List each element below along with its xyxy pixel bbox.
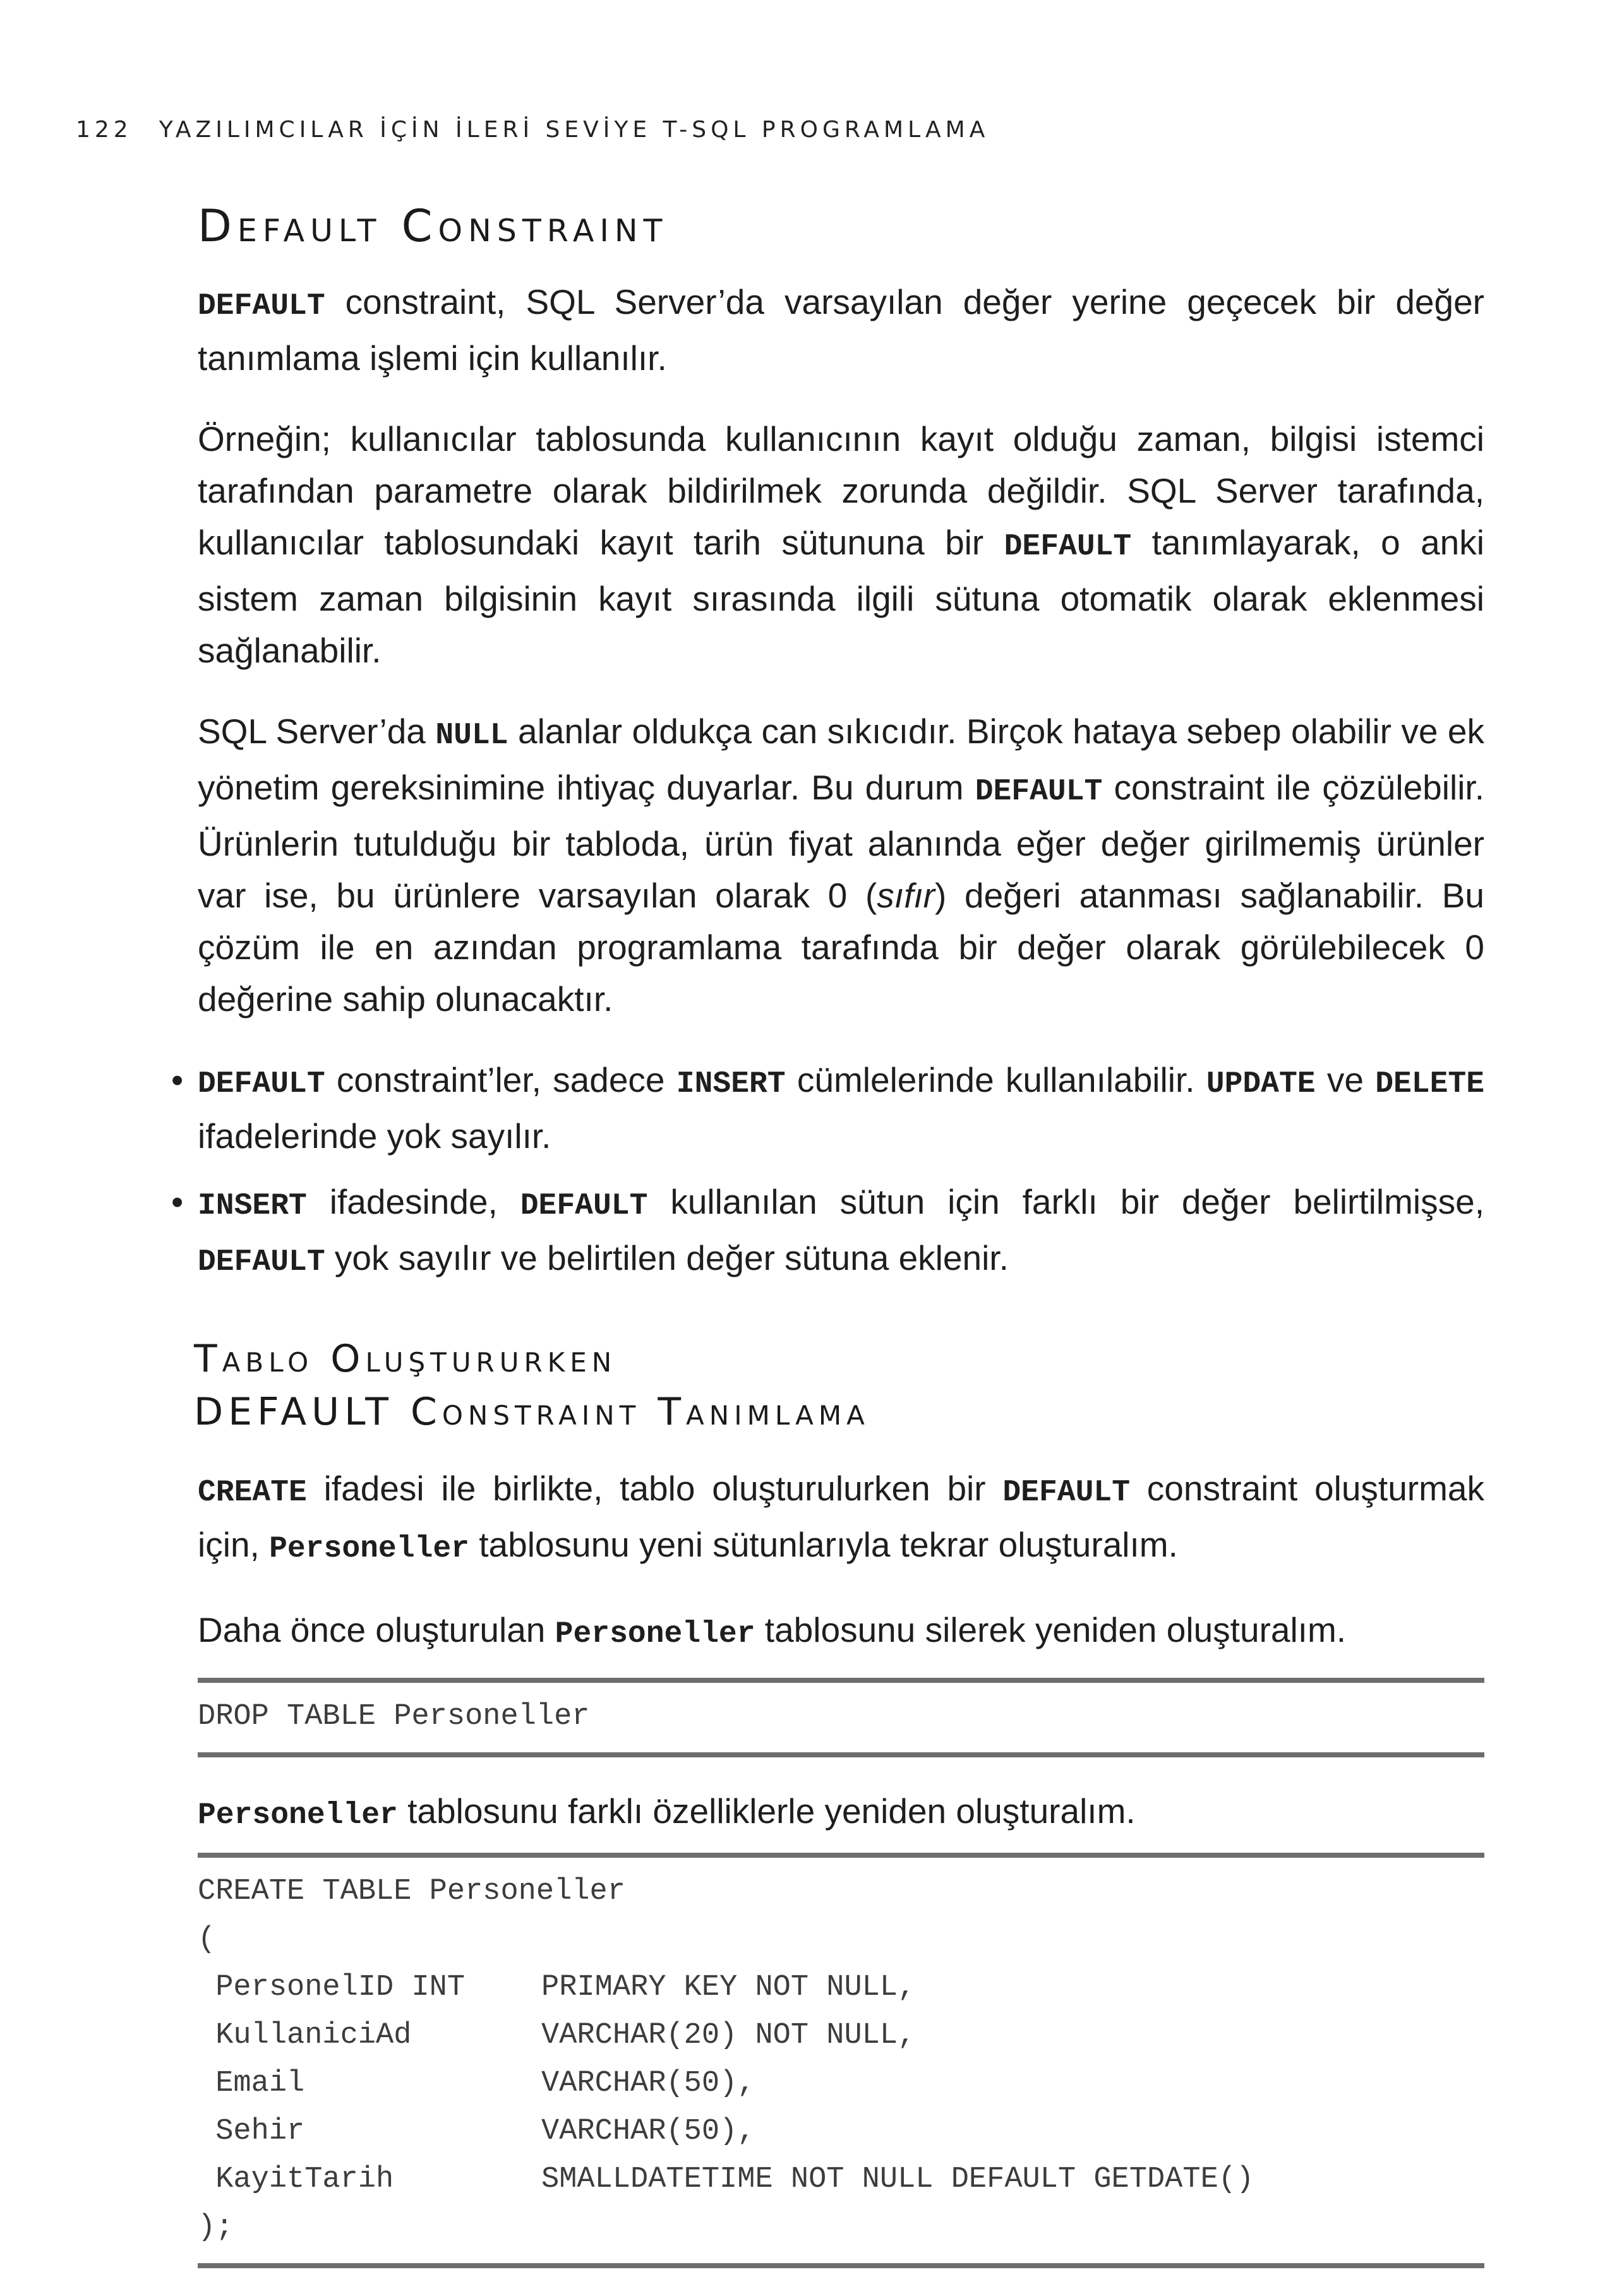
- code-line: [198, 2060, 1484, 2108]
- code-line: );: [198, 2211, 234, 2244]
- bullet-icon: •: [171, 1060, 184, 1099]
- paragraph-text: alanlar oldukça can sıkıcıdır. Birçok hataya sebep olabilir ve ek yönetim gereksinimine ihtiyaç duyarlar. Bu durum: [198, 712, 1484, 807]
- paragraph-text: tanımlayarak, o anki sistem zaman bilgisinin kayıt sırasında ilgili sütuna otomatik olarak eklenmesi sağlanabilir.: [198, 523, 1484, 670]
- paragraph-text: Örneğin; kullanıcılar tablosunda kullanıcının kayıt olduğu zaman, bilgisi istemci tarafından parametre olarak bildirilmek zorunda değildir. SQL Server tarafında, kullanıcılar tablosundaki kayıt tarih sütununa bir: [198, 419, 1484, 562]
- code-column-definition: VARCHAR(50),: [541, 2067, 755, 2100]
- keyword-delete: DELETE: [1375, 1067, 1485, 1101]
- paragraph-text: tablosunu yeni sütunlarıyla tekrar oluşturalım.: [469, 1525, 1178, 1564]
- keyword-personeller: Personeller: [555, 1617, 755, 1651]
- paragraph-null: [198, 705, 1484, 1025]
- code-drop-table: DROP TABLE Personeller: [198, 1700, 590, 1733]
- paragraph-text: ifadesi ile birlikte, tablo oluşturulurken bir: [306, 1469, 1003, 1508]
- keyword-default: DEFAULT: [1002, 1476, 1131, 1510]
- code-block-create: [198, 1853, 1484, 2268]
- list-item: [171, 1054, 1485, 1162]
- list-text: kullanılan sütun için farklı bir değer belirtilmişse,: [647, 1182, 1484, 1221]
- code-column-name: PersonelID INT: [198, 1971, 466, 2004]
- list-text: yok sayılır ve belirtilen değer sütuna eklenir.: [325, 1238, 1009, 1277]
- keyword-default: DEFAULT: [198, 1245, 325, 1279]
- code-column-name: KayitTarih: [198, 2163, 394, 2196]
- list-text: cümlelerinde kullanılabilir.: [785, 1060, 1206, 1099]
- code-column-name: Email: [198, 2067, 305, 2100]
- code-column-definition: SMALLDATETIME NOT NULL DEFAULT GETDATE(): [541, 2163, 1254, 2196]
- code-line: CREATE TABLE Personeller: [198, 1875, 625, 1908]
- list-text: ve: [1315, 1060, 1376, 1099]
- paragraph-drop-intro: [198, 1604, 1484, 1660]
- emphasis-sifir: sıfır: [877, 876, 935, 915]
- code-block-drop: [198, 1678, 1484, 1757]
- code-column-definition: PRIMARY KEY NOT NULL,: [541, 1971, 916, 2004]
- list-text: constraint’ler, sadece: [325, 1060, 676, 1099]
- paragraph-text: SQL Server’da: [198, 712, 436, 751]
- running-header: [76, 117, 989, 143]
- bullet-list: [171, 1054, 1485, 1288]
- keyword-update: UPDATE: [1206, 1067, 1316, 1101]
- keyword-create: CREATE: [198, 1476, 307, 1510]
- code-column-name: KullaniciAd: [198, 2019, 412, 2052]
- keyword-default: DEFAULT: [520, 1189, 648, 1223]
- page-content: [171, 200, 1485, 2296]
- keyword-insert: INSERT: [676, 1067, 786, 1101]
- keyword-personeller: Personeller: [198, 1798, 398, 1833]
- keyword-default: DEFAULT: [198, 289, 325, 323]
- paragraph-text: constraint, SQL Server’da varsayılan değer yerine geçecek bir değer tanımlama işlemi için kullanılır.: [198, 282, 1484, 378]
- paragraph-text: Daha önce oluşturulan: [198, 1610, 555, 1649]
- bullet-icon: •: [171, 1182, 184, 1221]
- page-number: 122: [76, 117, 133, 143]
- paragraph-text: ) değeri atanması sağlanabilir. Bu çözüm ile en azından programlama tarafında bir değer olarak görülebilecek 0 değerine sahip olunacaktır.: [198, 876, 1484, 1019]
- code-line: [198, 1964, 1484, 2012]
- list-text: ifadesinde,: [306, 1182, 520, 1221]
- section-title-table-creation: [194, 1332, 1484, 1438]
- code-line: [198, 2156, 1484, 2204]
- keyword-null: NULL: [435, 719, 508, 753]
- keyword-default: DEFAULT: [198, 1067, 325, 1101]
- paragraph-text: constraint oluşturmak için,: [198, 1469, 1485, 1564]
- paragraph-create-intro: [198, 1462, 1484, 1575]
- section-title-line1: Tablo Oluştururken: [194, 1337, 617, 1381]
- keyword-insert: INSERT: [198, 1189, 307, 1223]
- code-column-definition: VARCHAR(20) NOT NULL,: [541, 2019, 916, 2052]
- paragraph-text: tablosunu farklı özelliklerle yeniden oluşturalım.: [397, 1791, 1136, 1831]
- code-line: [198, 2108, 1484, 2156]
- code-line: [198, 2012, 1484, 2060]
- section-title-line2: DEFAULT Constraint Tanımlama: [194, 1390, 870, 1434]
- book-title: YAZILIMCILAR İÇİN İLERİ SEVİYE T-SQL PROGRAMLAMA: [159, 117, 990, 143]
- keyword-personeller: Personeller: [269, 1532, 469, 1566]
- code-column-definition: VARCHAR(50),: [541, 2115, 755, 2148]
- paragraph-example: [198, 413, 1484, 676]
- code-column-name: Sehir: [198, 2115, 305, 2148]
- paragraph-text: tablosunu silerek yeniden oluşturalım.: [755, 1610, 1347, 1649]
- paragraph-text: constraint ile çözülebilir. Ürünlerin tutulduğu bir tabloda, ürün fiyat alanında eğer değer girilmemiş ürünler var ise, bu ürünlere varsayılan olarak 0 (: [198, 768, 1484, 915]
- paragraph-recreate-intro: [198, 1785, 1484, 1841]
- code-line: (: [198, 1923, 216, 1956]
- keyword-default: DEFAULT: [1004, 530, 1132, 564]
- code-create-table: [198, 1868, 1484, 2252]
- list-item: [171, 1176, 1484, 1288]
- list-text: ifadelerinde yok sayılır.: [198, 1116, 551, 1156]
- section-title-default-constraint: Default Constraint: [198, 200, 668, 252]
- keyword-default: DEFAULT: [975, 775, 1103, 809]
- paragraph-definition: [198, 276, 1484, 384]
